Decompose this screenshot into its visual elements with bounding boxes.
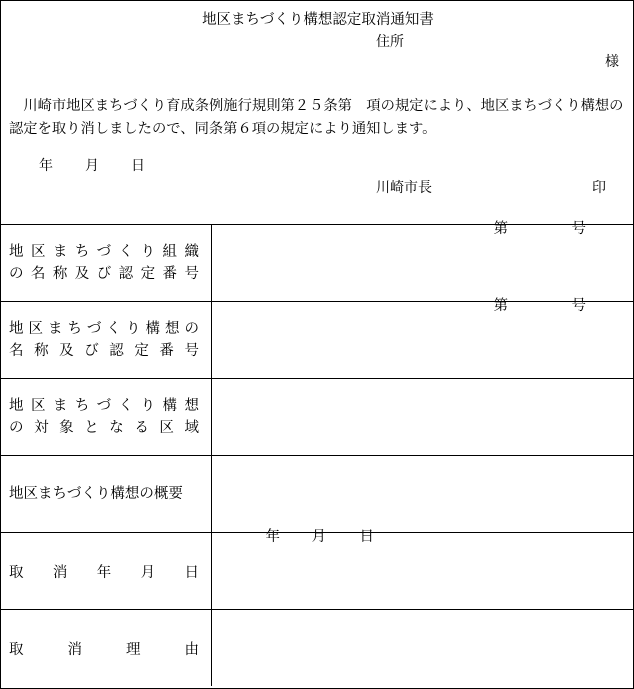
- target-area-label-line1: 地区まちづくり構想: [9, 398, 199, 414]
- plan-name-label-line1: 地区まちづくり構想の: [9, 321, 199, 337]
- target-area-label: [1, 379, 211, 456]
- issue-date-year: 年: [39, 158, 53, 174]
- cancel-date-day: 日: [359, 529, 374, 545]
- plan-no-suffix: 号: [571, 298, 586, 314]
- table-row: [1, 456, 633, 533]
- cancel-reason-label-char: 理: [126, 641, 141, 658]
- honorific-label: 様: [605, 54, 619, 70]
- issue-date-day: 日: [131, 158, 145, 174]
- plan-number-field[interactable]: [211, 298, 633, 379]
- issuer-title: 川崎市長: [376, 180, 432, 196]
- plan-summary-field[interactable]: [211, 456, 633, 533]
- cancel-reason-label-char: 消: [67, 641, 82, 658]
- cancel-date-label-char: 消: [52, 564, 68, 581]
- notice-details-table: [1, 221, 633, 686]
- seal-mark: 印: [592, 180, 606, 196]
- plan-name-label: [1, 302, 211, 379]
- issue-date: [39, 159, 177, 173]
- org-number-field[interactable]: [211, 221, 633, 302]
- table-row: [1, 302, 633, 379]
- table-row: [1, 225, 633, 302]
- plan-summary-label: [1, 456, 211, 533]
- cancel-date-month: 月: [311, 529, 326, 545]
- org-name-label-line2: の名称及び認定番号: [9, 266, 199, 282]
- target-area-label-line2: の対象となる区域: [9, 420, 199, 436]
- cancel-date-label-char: 月: [140, 564, 156, 581]
- cancel-date-year: 年: [265, 529, 280, 545]
- address-label: 住所: [376, 34, 404, 50]
- org-name-label: [1, 225, 211, 302]
- table-row: [1, 379, 633, 456]
- notice-body-text: 川崎市地区まちづくり育成条例施行規則第２５条第 項の規定により、地区まちづくり構想の認定を取り消しましたので、同条第６項の規定により通知します。: [9, 98, 624, 137]
- cancel-date-label-char: 年: [96, 564, 112, 581]
- cancel-reason-label-char: 由: [184, 641, 199, 658]
- cancel-date-label: [1, 533, 211, 610]
- cancel-reason-field[interactable]: [211, 610, 633, 687]
- cancel-reason-label: [1, 610, 211, 687]
- org-no-prefix: 第: [493, 221, 508, 237]
- plan-summary-label-text: 地区まちづくり構想の概要: [9, 486, 183, 502]
- org-name-label-line1: 地区まちづくり組織: [9, 244, 199, 260]
- table-row: [1, 533, 633, 610]
- issue-date-month: 月: [85, 158, 99, 174]
- cancel-date-field[interactable]: [211, 529, 633, 610]
- table-row: [1, 610, 633, 687]
- target-area-field[interactable]: [211, 379, 633, 456]
- document-title: 地区まちづくり構想認定取消通知書: [202, 12, 434, 28]
- plan-no-prefix: 第: [493, 298, 508, 314]
- org-no-suffix: 号: [571, 221, 586, 237]
- cancel-date-label-char: 取: [9, 564, 24, 581]
- plan-name-label-line2: 名称及び認定番号: [9, 343, 199, 359]
- cancel-reason-label-char: 取: [9, 641, 24, 658]
- cancel-date-label-char: 日: [184, 564, 199, 581]
